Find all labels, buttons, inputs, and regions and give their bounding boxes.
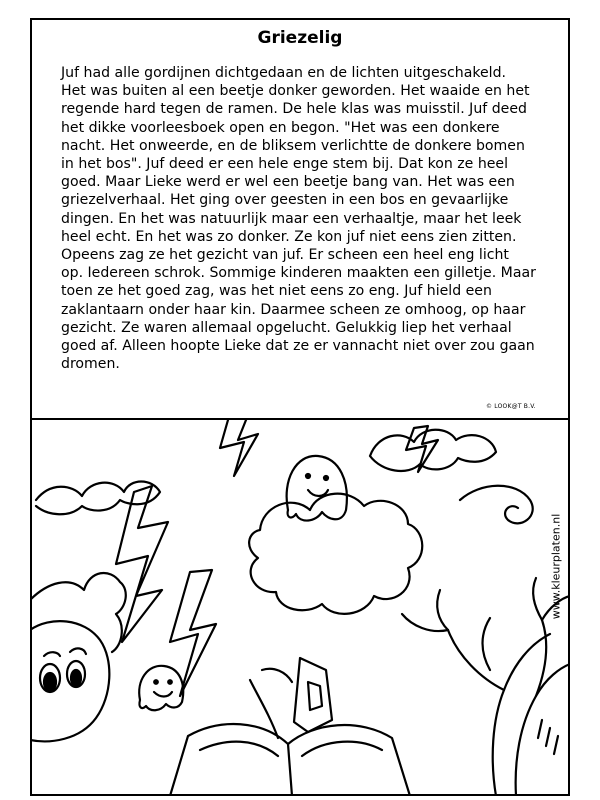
story-text: Juf had alle gordijnen dichtgedaan en de lichten uitgeschakeld. Het was buiten al een beetje donker geworden. Het waaide en het regende hard tegen de ramen. De hele klas was muisstil. Juf deed het dikke voorleesboek open en begon. "Het was een donkere nacht. Het onweerde, en de bliksem verlichtte de donkere bomen in het bos". Juf deed er een hele enge stem bij. Dat kon ze heel goed. Maar Lieke werd er wel een beetje bang van. Het was een griezelverhaal. Het ging over geesten in een bos en gevaarlijke dingen. En het was natuurlijk maar een verhaaltje, maar het leek heel echt. En het was zo donker. Ze kon juf niet eens zien zitten. Opeens zag ze het gezicht van juf. Er scheen een heel eng licht op. Iedereen schrok. Sommige kinderen maakten een gilletje. Maar toen ze het goed zag, was het niet eens zo eng. Juf hield een zaklantaarn onder haar kin. Daarmee scheen ze omhoog, op haar gezicht. Ze waren allemaal opgelucht. Gelukkig liep het verhaal goed af. Alleen hoopte Lieke dat ze er vannacht niet over zou gaan dromen.: [61, 65, 536, 373]
storm-cloud-left: [36, 482, 160, 515]
site-credit: www.kleurplaten.nl: [549, 513, 563, 620]
page-title: Griezelig: [257, 28, 343, 48]
lightning-bolt-left: [116, 486, 168, 642]
lightning-bolt-center: [170, 570, 216, 696]
bare-tree-trunk: [493, 634, 550, 796]
central-cloud: [249, 494, 422, 614]
ghost-top: [287, 456, 347, 521]
copyright-notice: © LOOK@T B.V.: [486, 403, 536, 410]
wind-swirl: [460, 486, 533, 524]
girl-hair: [30, 573, 126, 652]
lightning-bolt-top: [220, 420, 258, 476]
tree-branch: [448, 630, 504, 690]
flashlight: [294, 658, 332, 732]
ghost-small: [139, 666, 183, 710]
storm-cloud-right: [370, 430, 496, 471]
rain-marks: [538, 720, 558, 754]
coloring-illustration: [30, 420, 570, 796]
